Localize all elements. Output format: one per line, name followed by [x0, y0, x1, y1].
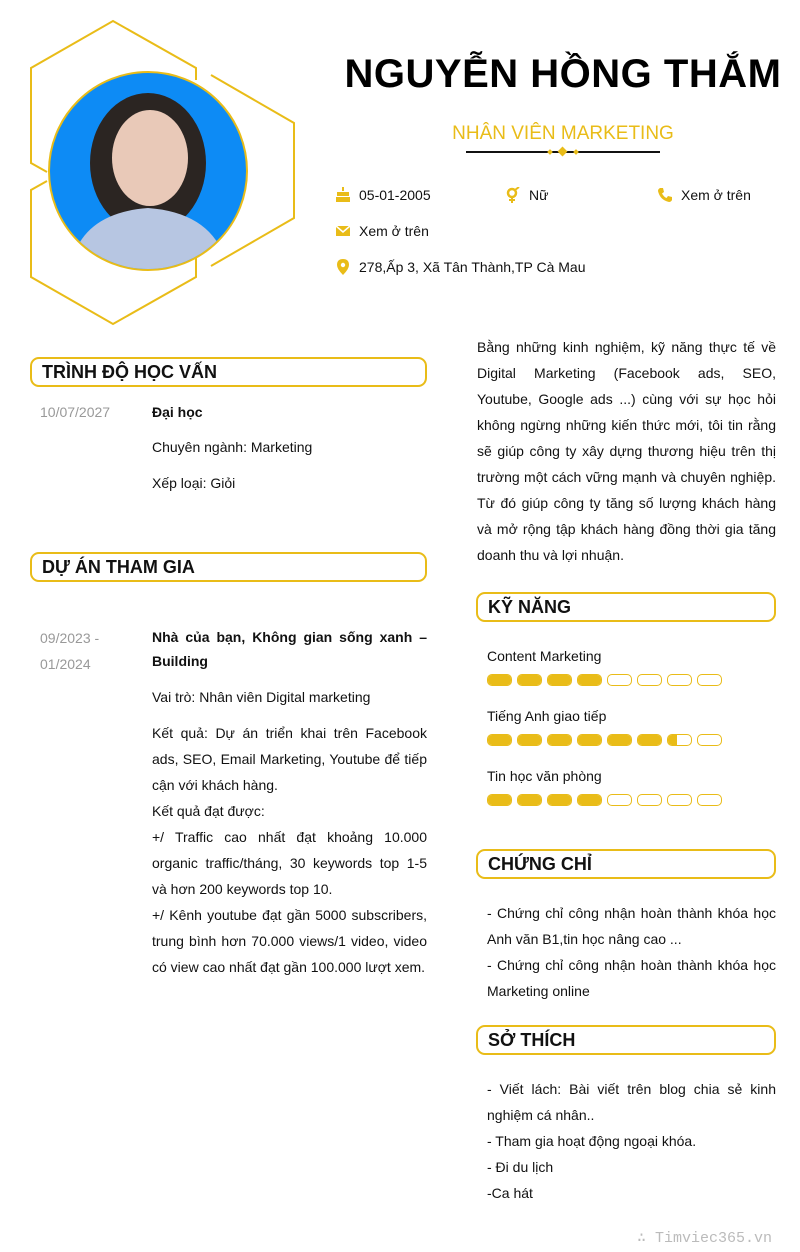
- skill-rating-fill: [608, 735, 631, 745]
- certificate-item: - Chứng chỉ công nhận hoàn thành khóa học Marketing online: [487, 957, 776, 999]
- skill-rating-segment: [577, 674, 602, 686]
- map-pin-icon: [335, 259, 351, 275]
- skill-rating-segment: [547, 794, 572, 806]
- skill-rating-segment: [697, 674, 722, 686]
- education-grade: Xếp loại: Giỏi: [152, 475, 236, 491]
- skill-rating-segment: [607, 734, 632, 746]
- skill-rating-fill: [488, 735, 511, 745]
- section-header-hobbies: SỞ THÍCH: [476, 1025, 776, 1055]
- project-date-start: 09/2023 -: [40, 630, 100, 646]
- skill-label: Content Marketing: [487, 648, 602, 664]
- project-achieved-label: Kết quả đạt được:: [152, 803, 265, 819]
- job-title: NHÂN VIÊN MARKETING: [452, 123, 674, 144]
- skill-rating-bar: [487, 734, 722, 746]
- email-info: [335, 223, 429, 239]
- skill-rating-fill: [548, 735, 571, 745]
- phone-info: [657, 187, 751, 203]
- section-header-projects: DỰ ÁN THAM GIA: [30, 552, 427, 582]
- address-value: 278,Ấp 3, Xã Tân Thành,TP Cà Mau: [359, 259, 586, 275]
- skill-rating-segment: [487, 674, 512, 686]
- skill-rating-segment: [577, 734, 602, 746]
- hobby-item: -Ca hát: [487, 1185, 533, 1201]
- skill-rating-segment: [517, 674, 542, 686]
- skill-rating-fill: [518, 735, 541, 745]
- skill-rating-segment: [667, 734, 692, 746]
- section-header-skills: KỸ NĂNG: [476, 592, 776, 622]
- skill-rating-fill: [578, 675, 601, 685]
- skill-rating-fill: [488, 675, 511, 685]
- skill-rating-fill: [668, 735, 677, 745]
- skill-rating-segment: [487, 794, 512, 806]
- avatar: [48, 71, 248, 271]
- skill-rating-fill: [578, 795, 601, 805]
- hobby-item: - Đi du lịch: [487, 1159, 554, 1175]
- profile-photo: [50, 73, 246, 269]
- phone-icon: [657, 187, 673, 203]
- skill-rating-fill: [548, 675, 571, 685]
- phone-value: Xem ở trên: [681, 187, 751, 203]
- skill-label: Tin học văn phòng: [487, 768, 602, 784]
- education-major: Chuyên ngành: Marketing: [152, 439, 313, 455]
- envelope-icon: [335, 223, 351, 239]
- section-header-certificates: CHỨNG CHỈ: [476, 849, 776, 879]
- gender-icon: [505, 187, 521, 203]
- section-header-education: TRÌNH ĐỘ HỌC VẤN: [30, 357, 427, 387]
- skill-rating-segment: [697, 794, 722, 806]
- project-date-end: 01/2024: [40, 656, 91, 672]
- skill-rating-segment: [577, 794, 602, 806]
- address-info: [335, 259, 585, 275]
- hobby-item: - Tham gia hoạt động ngoại khóa.: [487, 1133, 697, 1149]
- project-name: Nhà của bạn, Không gian sống xanh – Building: [152, 629, 427, 669]
- skill-rating-fill: [518, 795, 541, 805]
- skill-rating-segment: [667, 794, 692, 806]
- skill-rating-segment: [607, 794, 632, 806]
- birthday-value: 05-01-2005: [359, 187, 431, 203]
- candidate-name: NGUYỄN HỒNG THẮM: [344, 52, 782, 96]
- skill-rating-segment: [607, 674, 632, 686]
- skill-rating-fill: [578, 735, 601, 745]
- skill-rating-segment: [547, 674, 572, 686]
- project-result: Kết quả: Dự án triển khai trên Facebook ads, SEO, Email Marketing, Youtube để tiếp cận với khách hàng.: [152, 725, 427, 793]
- skill-rating-segment: [637, 734, 662, 746]
- project-achievement: +/ Kênh youtube đạt gần 5000 subscribers, trung bình hơn 70.000 views/1 video, video có view cao nhất đạt gần 100.000 lượt xem.: [152, 907, 427, 975]
- gender-info: [505, 187, 548, 203]
- skill-rating-segment: [487, 734, 512, 746]
- hobby-item: - Viết lách: Bài viết trên blog chia sẻ kinh nghiệm cá nhân..: [487, 1081, 776, 1123]
- skill-rating-bar: [487, 794, 722, 806]
- education-degree: Đại học: [152, 404, 203, 420]
- certificate-item: - Chứng chỉ công nhận hoàn thành khóa học Anh văn B1,tin học nâng cao ...: [487, 905, 776, 947]
- skill-rating-segment: [637, 794, 662, 806]
- skill-rating-segment: [517, 794, 542, 806]
- birthday-info: [335, 187, 431, 203]
- project-role: Vai trò: Nhân viên Digital marketing: [152, 689, 371, 705]
- birthday-cake-icon: [335, 187, 351, 203]
- skill-rating-bar: [487, 674, 722, 686]
- skill-rating-fill: [638, 735, 661, 745]
- skill-rating-segment: [547, 734, 572, 746]
- skill-rating-fill: [488, 795, 511, 805]
- skill-rating-fill: [548, 795, 571, 805]
- email-value: Xem ở trên: [359, 223, 429, 239]
- education-date: 10/07/2027: [40, 404, 111, 420]
- skill-rating-fill: [518, 675, 541, 685]
- divider-ornament: [558, 147, 568, 157]
- watermark: ∴ Timviec365.vn: [636, 1230, 772, 1247]
- gender-value: Nữ: [529, 187, 549, 203]
- skill-rating-segment: [517, 734, 542, 746]
- skill-rating-segment: [697, 734, 722, 746]
- skill-rating-segment: [667, 674, 692, 686]
- career-objective: Bằng những kinh nghiệm, kỹ năng thực tế về Digital Marketing (Facebook ads, SEO, Youtube, Google ads ...) cùng với sự học hỏi không ngừng những kiến thức mới, tôi tin rằng sẽ giúp công ty xây dựng thương hiệu trên thị trường một cách vững mạnh và chuyên nghiệp. Từ đó giúp công ty tăng số lượng khách hàng và mở rộng tập khách hàng đồng thời gia tăng doanh thu và lợi nhuận.: [477, 339, 776, 563]
- skill-rating-segment: [637, 674, 662, 686]
- project-achievement: +/ Traffic cao nhất đạt khoảng 10.000 organic traffic/tháng, 30 keywords top 1-5 và hơn 200 keywords top 10.: [152, 829, 427, 897]
- skill-label: Tiếng Anh giao tiếp: [487, 708, 607, 724]
